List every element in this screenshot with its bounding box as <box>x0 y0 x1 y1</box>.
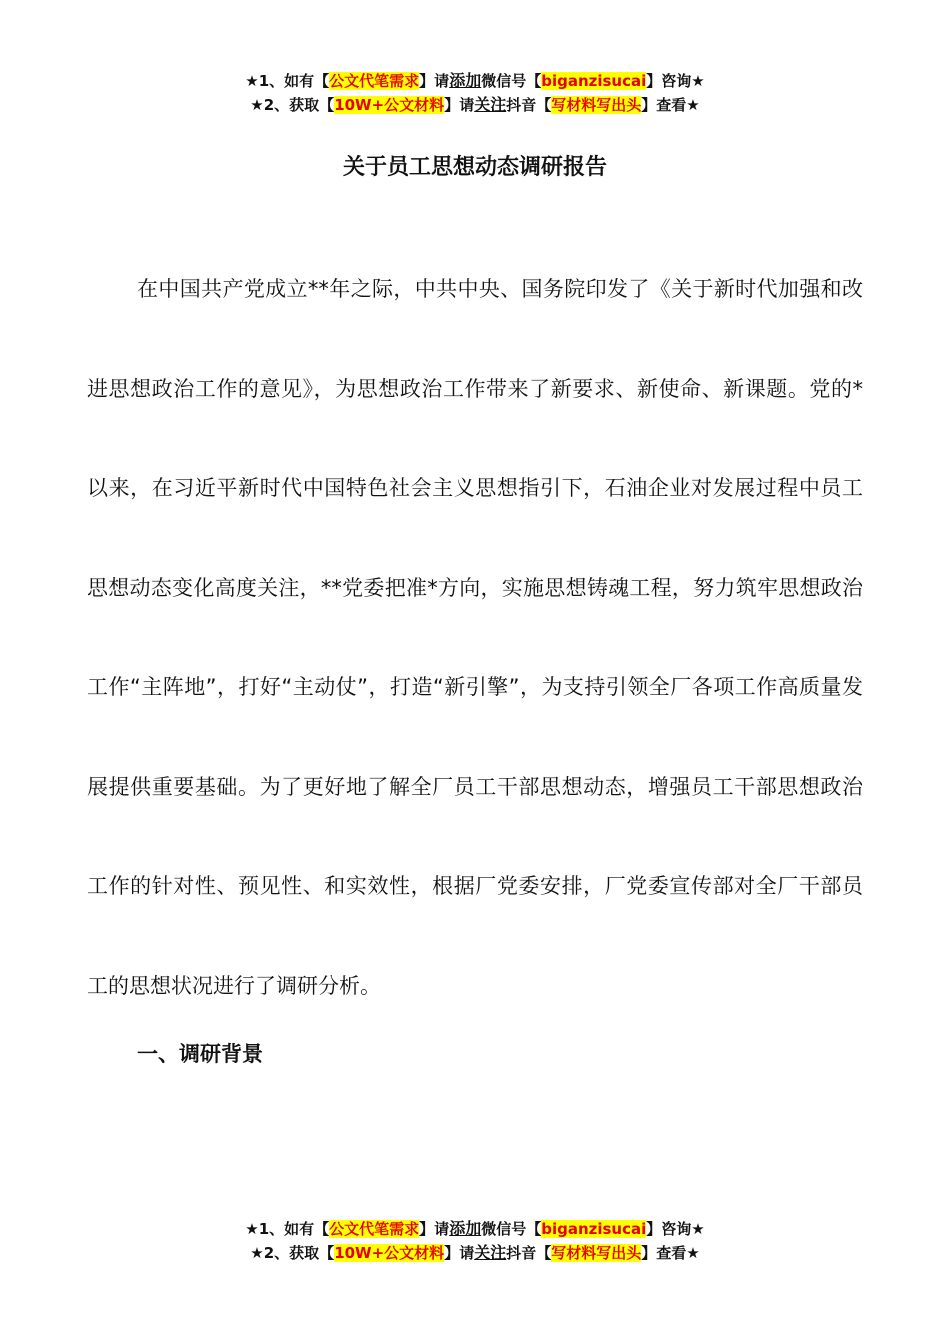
footer-banner <box>0 1217 950 1265</box>
highlight-douyin-account: 写材料写出头 <box>551 96 642 114</box>
highlight-douyin-account: 写材料写出头 <box>551 1244 642 1262</box>
body-paragraph: 在中国共产党成立**年之际，中共中央、国务院印发了《关于新时代加强和改进思想政治工作的意见》，为思想政治工作带来了新要求、新使命、新课题。党的*以来，在习近平新时代中国特色社会主义思想指引下，石油企业对发展过程中员工思想动态变化高度关注，**党委把准*方向，实施思想铸魂工程，努力筑牢思想政治工作“主阵地”，打好“主动仗”，打造“新引擎”，为支持引领全厂各项工作高质量发展提供重要基础。为了更好地了解全厂员工干部思想动态，增强员工干部思想政治工作的针对性、预见性、和实效性，根据厂党委安排，厂党委宣传部对全厂干部员工的思想状况进行了调研分析。 <box>87 277 863 998</box>
banner-line-1: ★1、如有【公文代笔需求】请添加微信号【biganzisucai】咨询★ <box>245 1219 705 1238</box>
highlight-service: 公文代笔需求 <box>329 1220 420 1238</box>
section-heading: 一、调研背景 <box>137 1042 263 1066</box>
header-banner <box>0 69 950 117</box>
highlight-wechat-id: biganzisucai <box>541 1220 647 1238</box>
highlight-service: 公文代笔需求 <box>329 72 420 90</box>
highlight-wechat-id: biganzisucai <box>541 72 647 90</box>
banner-line-2: ★2、获取【10W+公文材料】请关注抖音【写材料写出头】查看★ <box>250 95 700 114</box>
highlight-materials: 10W+公文材料 <box>334 96 445 114</box>
highlight-materials: 10W+公文材料 <box>334 1244 445 1262</box>
banner-line-2: ★2、获取【10W+公文材料】请关注抖音【写材料写出头】查看★ <box>250 1243 700 1262</box>
banner-line-1: ★1、如有【公文代笔需求】请添加微信号【biganzisucai】咨询★ <box>245 71 705 90</box>
document-title: 关于员工思想动态调研报告 <box>342 155 607 180</box>
